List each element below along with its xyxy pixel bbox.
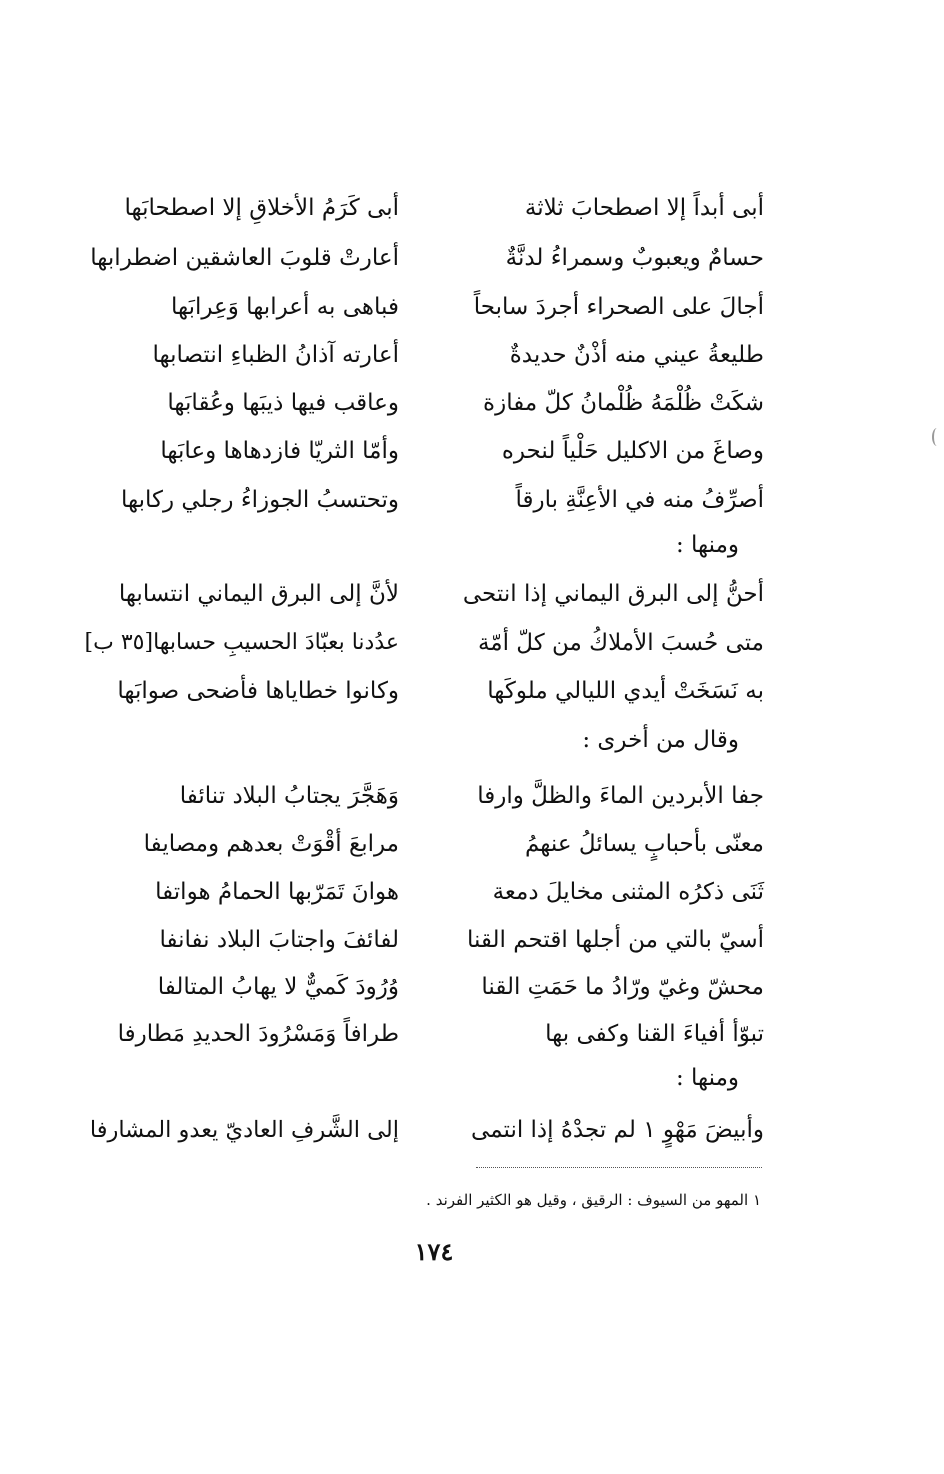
verse-left-hemistich: أبى كَرَمُ الأخلاقِ إلا اصطحابَها [124, 195, 399, 221]
page-number: ١٧٤ [414, 1237, 454, 1266]
verse-right-hemistich: وصاغَ من الاكليل حَلْياً لنحره [501, 438, 764, 464]
section-heading: ومنها : [675, 532, 739, 558]
verse-right-hemistich: ثَنَى ذكرُه المثنى مخايلَ دمعة [492, 879, 764, 905]
verse-right-hemistich: محشّ وغيّ ورّادُ ما حَمَتِ القنا [481, 974, 764, 1000]
verse-left-hemistich: عدُدنا بعبّادَ الحسيبِ حسابها[٣٥ ب] [84, 630, 399, 655]
verse-left-hemistich: لأنَّ إلى البرق اليماني انتسابها [118, 581, 399, 607]
verse-right-hemistich: أجالَ على الصحراء أجردَ سابحاً [473, 294, 764, 320]
verse-left-hemistich: أعارته آذانُ الظباءِ انتصابها [152, 342, 399, 368]
section-heading: ومنها : [675, 1065, 739, 1091]
verse-right-hemistich: حسامٌ ويعبوبٌ وسمراءُ لدنَّةٌ [505, 245, 764, 271]
verse-right-hemistich: أسيّ بالتي من أجلها اقتحم القنا [466, 927, 764, 953]
verse-right-hemistich: أبى أبداً إلا اصطحابَ ثلاثة [524, 195, 764, 221]
verse-right-hemistich: شكَتْ ظُلْمَهُ ظُلْمانُ كلّ مفازة [483, 390, 764, 416]
verse-left-hemistich: وكانوا خطاياها فأضحى صوابَها [117, 678, 399, 704]
verse-right-hemistich: أصرِّفُ منه في الأعِنَّةِ بارقاً [515, 487, 764, 513]
verse-left-hemistich: وعاقب فيها ذيبَها وعُقابَها [167, 390, 399, 416]
verse-left-hemistich: فباهى به أعرابها وَعِرابَها [170, 294, 399, 320]
verse-left-hemistich: مرابعَ أقْوَتْ بعدهم ومصايفا [143, 831, 399, 857]
verse-right-hemistich: أحنُّ إلى البرق اليماني إذا انتحى [462, 581, 764, 607]
verse-left-hemistich: وتحتسبُ الجوزاءُ رجلي ركابها [121, 487, 399, 513]
verse-left-hemistich: هوانَ تَمَرّبها الحمامُ هواتفا [155, 879, 399, 905]
verse-left-hemistich: وُرُودَ كَميٌّ لا يهابُ المتالفا [157, 974, 399, 1000]
verse-right-hemistich: طليعةُ عيني منه أذْنٌ حديدةٌ [509, 342, 764, 368]
verse-left-hemistich: وأمّا الثريّا فازدهاها وعابَها [160, 438, 399, 464]
footnote: ١ المهو من السيوف : الرقيق ، وقيل هو الكثير الفرند . [426, 1191, 761, 1209]
verse-left-hemistich: طرافاً وَمَسْرُودَ الحديدِ مَطارفا [117, 1021, 399, 1047]
verse-right-hemistich: جفا الأبردين الماءَ والظلَّ وارفا [477, 783, 764, 809]
footnote-divider [476, 1167, 762, 1168]
verse-right-hemistich: تبوّأ أفياءَ القنا وكفى بها [545, 1021, 764, 1047]
verse-left-hemistich: أعارتْ قلوبَ العاشقين اضطرابها [90, 245, 399, 271]
verse-right-hemistich: معنّى بأحبابٍ يسائلُ عنهمُ [524, 831, 764, 857]
verse-right-hemistich: به نَسَخَتْ أيدي الليالي ملوكَها [487, 678, 764, 704]
verse-left-hemistich: إلى الشَّرفِ العاديّ يعدو المشارفا [89, 1117, 399, 1143]
verse-left-hemistich: وَهَجَّرَ يجتابُ البلاد تنائفا [179, 783, 399, 809]
scan-mark [932, 428, 942, 446]
verse-left-hemistich: لفائفَ واجتابَ البلاد نفانفا [159, 927, 399, 953]
verse-right-hemistich: متى حُسبَ الأملاكُ من كلّ أمّة [477, 630, 764, 656]
verse-right-hemistich: وأبيضَ مَهْوٍ ١ لم تجدْهُ إذا انتمى [471, 1117, 764, 1143]
section-heading: وقال من أخرى : [582, 727, 739, 753]
